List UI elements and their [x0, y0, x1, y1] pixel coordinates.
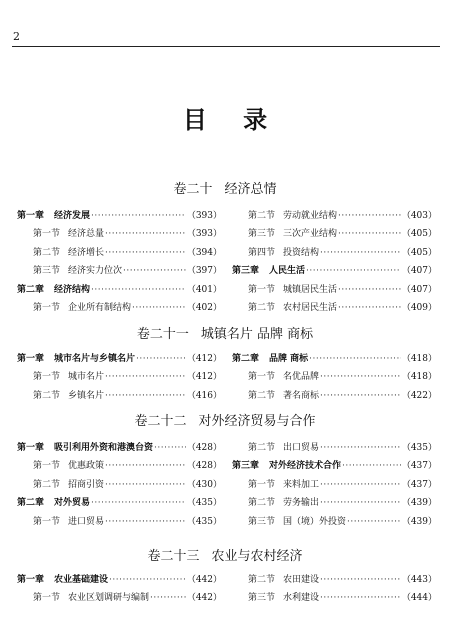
- page-ref: （422）: [401, 390, 437, 401]
- leader-dots: [320, 248, 401, 258]
- page-ref: （437）: [401, 479, 437, 490]
- leader-dots: [338, 285, 401, 295]
- leader-dots: [91, 285, 186, 295]
- leader-dots: [320, 480, 401, 490]
- leader-dots: [320, 593, 401, 603]
- toc-section-entry: [232, 471, 437, 490]
- page-ref: （409）: [401, 303, 437, 313]
- leader-dots: [91, 498, 186, 508]
- toc-chapter-entry: [232, 453, 437, 472]
- entry-title: 对外贸易: [54, 498, 91, 508]
- section-number: 第二节: [248, 442, 276, 453]
- leader-dots: [154, 443, 186, 453]
- toc-section-entry: [232, 585, 437, 604]
- volume-number: 卷二十一: [136, 327, 189, 342]
- section-number: 第二节: [33, 479, 61, 490]
- toc-section-entry: [17, 453, 222, 472]
- chapter-number: 第一章: [17, 442, 45, 453]
- toc-section-entry: [232, 508, 437, 527]
- leader-dots: [320, 443, 401, 453]
- volume-name: 城镇名片 品牌 商标: [200, 327, 314, 342]
- volume-number: 卷二十: [173, 182, 213, 197]
- entry-title: 名优品牌: [283, 372, 320, 382]
- toc-block: [17, 345, 437, 401]
- entry-title: 经济总量: [68, 229, 105, 239]
- page-ref: （430）: [186, 479, 222, 490]
- page-ref: （407）: [401, 284, 437, 295]
- volume-heading: [0, 545, 450, 564]
- section-number: 第二节: [248, 210, 276, 221]
- entry-title: 经济增长: [68, 247, 105, 258]
- volume-number: 卷二十三: [147, 549, 200, 564]
- page-ref: （418）: [401, 372, 437, 382]
- toc-section-entry: [17, 221, 222, 240]
- page-number: 2: [13, 30, 20, 43]
- section-number: 第三节: [248, 229, 276, 239]
- toc-chapter-entry: [17, 202, 222, 221]
- toc-section-entry: [232, 221, 437, 240]
- page-ref: （439）: [401, 498, 437, 508]
- page-ref: （393）: [186, 210, 222, 221]
- chapter-number: 第三章: [232, 461, 260, 471]
- volume-heading: [0, 178, 450, 197]
- entry-title: 对外经济技术合作: [269, 461, 342, 471]
- section-number: 第二节: [33, 390, 61, 401]
- chapter-number: 第一章: [17, 353, 45, 364]
- toc-section-entry: [232, 566, 437, 585]
- chapter-number: 第二章: [232, 353, 260, 364]
- toc-section-entry: [232, 202, 437, 221]
- section-number: 第一节: [248, 284, 276, 295]
- leader-dots: [132, 303, 186, 313]
- page-ref: （442）: [186, 574, 222, 585]
- entry-title: 农田建设: [283, 574, 320, 585]
- toc-block: [17, 434, 437, 527]
- entry-title: 招商引资: [68, 479, 105, 490]
- leader-dots: [136, 354, 186, 364]
- section-number: 第二节: [248, 390, 276, 401]
- page-ref: （407）: [401, 266, 437, 276]
- leader-dots: [338, 303, 401, 313]
- chapter-number: 第三章: [232, 266, 260, 276]
- leader-dots: [105, 372, 186, 382]
- toc-chapter-entry: [232, 258, 437, 277]
- leader-dots: [91, 211, 186, 221]
- page-ref: （428）: [186, 442, 222, 453]
- toc-block: [17, 202, 437, 313]
- page-ref: （437）: [401, 461, 437, 471]
- toc-chapter-entry: [17, 566, 222, 585]
- page-ref: （435）: [186, 498, 222, 508]
- entry-title: 城市名片: [68, 372, 105, 382]
- page-ref: （405）: [401, 247, 437, 258]
- page-ref: （412）: [186, 353, 222, 364]
- toc-section-entry: [17, 585, 222, 604]
- toc-section-entry: [232, 382, 437, 401]
- page-ref: （397）: [186, 266, 222, 276]
- leader-dots: [105, 229, 186, 239]
- leader-dots: [347, 517, 401, 527]
- entry-title: 乡镇名片: [68, 390, 105, 401]
- entry-title: 经济发展: [54, 210, 91, 221]
- toc-section-entry: [232, 239, 437, 258]
- volume-name: 农业与农村经济: [211, 549, 303, 564]
- entry-title: 水利建设: [283, 593, 320, 603]
- page-ref: （416）: [186, 390, 222, 401]
- chapter-number: 第一章: [17, 210, 45, 221]
- page-ref: （435）: [186, 516, 222, 527]
- page-ref: （443）: [401, 574, 437, 585]
- page-ref: （401）: [186, 284, 222, 295]
- entry-title: 品牌 商标: [269, 353, 309, 364]
- page-ref: （435）: [401, 442, 437, 453]
- page-ref: （405）: [401, 229, 437, 239]
- toc-section-entry: [232, 490, 437, 509]
- entry-title: 农业基础建设: [54, 574, 109, 585]
- leader-dots: [320, 575, 401, 585]
- entry-title: 经济结构: [54, 284, 91, 295]
- section-number: 第一节: [33, 593, 61, 603]
- entry-title: 出口贸易: [283, 442, 320, 453]
- toc-section-entry: [17, 382, 222, 401]
- section-number: 第二节: [33, 247, 61, 258]
- section-number: 第一节: [248, 479, 276, 490]
- leader-dots: [105, 517, 186, 527]
- leader-dots: [320, 498, 401, 508]
- page-ref: （412）: [186, 372, 222, 382]
- entry-title: 劳务输出: [283, 498, 320, 508]
- toc-section-entry: [232, 295, 437, 314]
- leader-dots: [320, 391, 401, 401]
- volume-name: 对外经济贸易与合作: [198, 414, 316, 429]
- volume-heading: [0, 410, 450, 429]
- volume-name: 经济总情: [224, 182, 277, 197]
- volume-number: 卷二十二: [134, 414, 187, 429]
- toc-section-entry: [17, 258, 222, 277]
- toc-section-entry: [17, 295, 222, 314]
- toc-section-entry: [232, 364, 437, 383]
- leader-dots: [342, 461, 401, 471]
- chapter-number: 第一章: [17, 574, 45, 585]
- page-ref: （418）: [401, 353, 437, 364]
- toc-section-entry: [17, 508, 222, 527]
- toc-block: [17, 566, 437, 603]
- chapter-number: 第二章: [17, 498, 45, 508]
- leader-dots: [105, 461, 186, 471]
- header-rule: [12, 46, 440, 47]
- page-ref: （439）: [401, 516, 437, 527]
- volume-heading: [0, 323, 450, 342]
- entry-title: 城镇居民生活: [283, 284, 338, 295]
- entry-title: 人民生活: [269, 266, 306, 276]
- leader-dots: [123, 266, 186, 276]
- leader-dots: [320, 372, 401, 382]
- chapter-number: 第二章: [17, 284, 45, 295]
- page-ref: （402）: [186, 303, 222, 313]
- entry-title: 城市名片与乡镇名片: [54, 353, 136, 364]
- leader-dots: [105, 248, 186, 258]
- leader-dots: [105, 391, 186, 401]
- section-number: 第二节: [248, 303, 276, 313]
- page-title: 目 录: [182, 105, 282, 134]
- section-number: 第三节: [33, 266, 61, 276]
- section-number: 第一节: [33, 516, 61, 527]
- section-number: 第三节: [248, 516, 276, 527]
- leader-dots: [150, 593, 186, 603]
- toc-section-entry: [17, 471, 222, 490]
- page-ref: （442）: [186, 593, 222, 603]
- toc-chapter-entry: [17, 434, 222, 453]
- entry-title: 企业所有制结构: [68, 303, 132, 313]
- toc-chapter-entry: [17, 276, 222, 295]
- page-ref: （403）: [401, 210, 437, 221]
- page-ref: （444）: [401, 593, 437, 603]
- section-number: 第一节: [33, 229, 61, 239]
- entry-title: 劳动就业结构: [283, 210, 338, 221]
- leader-dots: [306, 266, 401, 276]
- toc-chapter-entry: [17, 345, 222, 364]
- section-number: 第四节: [248, 247, 276, 258]
- entry-title: 著名商标: [283, 390, 320, 401]
- section-number: 第二节: [248, 574, 276, 585]
- section-number: 第一节: [33, 461, 61, 471]
- toc-section-entry: [232, 434, 437, 453]
- entry-title: 优惠政策: [68, 461, 105, 471]
- section-number: 第二节: [248, 498, 276, 508]
- leader-dots: [338, 211, 401, 221]
- entry-title: 来料加工: [283, 479, 320, 490]
- page-ref: （428）: [186, 461, 222, 471]
- toc-section-entry: [17, 364, 222, 383]
- entry-title: 进口贸易: [68, 516, 105, 527]
- section-number: 第一节: [248, 372, 276, 382]
- entry-title: 三次产业结构: [283, 229, 338, 239]
- entry-title: 国（境）外投资: [283, 516, 347, 527]
- section-number: 第三节: [248, 593, 276, 603]
- leader-dots: [309, 354, 401, 364]
- toc-section-entry: [17, 239, 222, 258]
- toc-chapter-entry: [232, 345, 437, 364]
- toc-chapter-entry: [17, 490, 222, 509]
- leader-dots: [109, 575, 186, 585]
- entry-title: 农村居民生活: [283, 303, 338, 313]
- entry-title: 吸引利用外资和港澳台资: [54, 442, 154, 453]
- entry-title: 农业区划调研与编制: [68, 593, 150, 603]
- page-ref: （394）: [186, 247, 222, 258]
- section-number: 第一节: [33, 303, 61, 313]
- leader-dots: [105, 480, 186, 490]
- leader-dots: [338, 229, 401, 239]
- entry-title: 经济实力位次: [68, 266, 123, 276]
- section-number: 第一节: [33, 372, 61, 382]
- entry-title: 投资结构: [283, 247, 320, 258]
- page-ref: （393）: [186, 229, 222, 239]
- toc-section-entry: [232, 276, 437, 295]
